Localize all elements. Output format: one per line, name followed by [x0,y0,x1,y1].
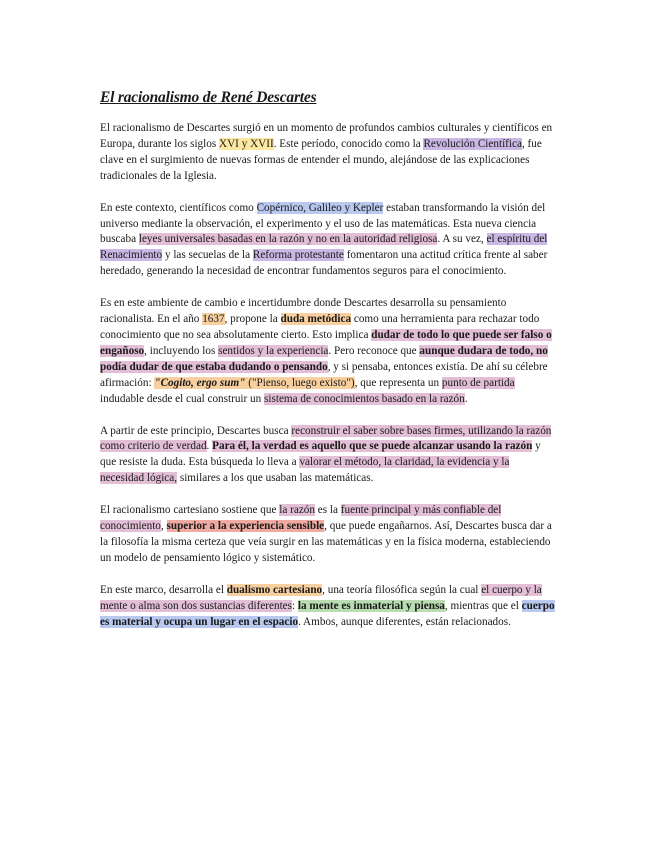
text-segment: , fue clave en el surgimiento de nuevas formas de entender el mundo, alejándose de las explicaciones tradicionales de la Iglesia. [100,137,542,182]
paragraph-1 [100,121,555,185]
highlighted-text: duda metódica [280,313,352,326]
highlighted-text: fuente principal y más confiable del conocimiento [100,504,502,533]
highlighted-text: Para él, la verdad es aquello que se puede alcanzar usando la razón [212,440,533,453]
document-title: El racionalismo de René Descartes [100,89,317,106]
text-segment: similares a los que usaban las matemáticas. [177,472,374,485]
text-segment: A partir de este principio, Descartes busca [100,424,292,437]
highlighted-text: leyes universales basadas en la razón y no en la autoridad religiosa [138,233,438,246]
highlighted-text: superior a la experiencia sensible [166,520,325,533]
highlighted-text: Copérnico, Galileo y Kepler [256,201,384,214]
paragraph-2 [100,201,555,281]
highlighted-text: sistema de conocimientos basado en la razón [264,392,465,405]
highlighted-text: el espíritu del Renacimiento [100,233,548,262]
text-segment: , mientras que el [444,599,522,612]
highlighted-text: aunque dudara de todo, no podía dudar de que estaba dudando o pensando [100,344,548,373]
text-segment: . A su vez, [437,233,487,246]
text-segment: , incluyendo los [144,344,219,357]
text-segment: fomentaron una actitud crítica frente al saber heredado, generando la necesidad de encontrar fundamentos seguros para el conocimiento. [100,249,548,278]
document-body [100,121,555,630]
text-segment: El racionalismo de Descartes surgió en un momento de profundos cambios culturales y científicos en Europa, durante los siglos [100,122,553,150]
text-segment: , que puede engañarnos. Así, Descartes busca dar a la filosofía la misma certeza que veía surgir en las matemáticas y en la física moderna, estableciendo un modelo de pensamiento lógico y sistemático. [100,520,552,564]
text-segment: . Este período, conocido como la [273,137,424,150]
highlighted-text: sentidos y la experiencia [218,344,329,357]
highlighted-text: la razón [279,504,315,517]
highlighted-text: "Cogito, ergo sum" [154,376,246,389]
paragraph-6 [100,583,555,631]
highlighted-text: Revolución Científica [423,137,522,150]
highlighted-text: el cuerpo y la mente o alma son dos sustancias diferentes [100,583,542,612]
text-segment: , una teoría filosófica según la cual [322,583,482,596]
text-segment: : [292,599,298,612]
text-segment: . [206,440,213,453]
highlighted-text: la mente es inmaterial y piensa [297,599,445,612]
text-segment: En este contexto, científicos como [100,201,257,214]
text-segment: El racionalismo cartesiano sostiene que [100,504,280,517]
text-segment: . [464,392,468,405]
text-segment: como una herramienta para rechazar todo conocimiento que no sea absolutamente cierto. Esto implica [100,313,540,341]
highlighted-text: dualismo cartesiano [226,583,323,596]
highlighted-text: reconstruir el saber sobre bases firmes, utilizando la razón como criterio de verdad [100,424,552,453]
highlighted-text: 1637 [202,313,225,326]
text-segment: y las secuelas de la [162,249,253,262]
text-segment: , y si pensaba, entonces existía. De ahí su célebre afirmación: [100,360,548,389]
highlighted-text: dudar de todo lo que puede ser falso o engañoso [100,328,552,357]
highlighted-text: ("Pienso, luego existo") [245,376,355,389]
text-segment: . Ambos, aunque diferentes, están relacionados. [298,615,511,628]
highlighted-text: valorar el método, la claridad, la evidencia y la necesidad lógica, [100,456,510,485]
text-segment: , propone la [224,313,281,326]
text-segment: y que resiste la duda. Esta búsqueda lo lleva a [100,440,541,469]
text-segment: estaban transformando la visión del universo mediante la observación, el experimento y el uso de las matemáticas. Esta nueva ciencia buscaba [100,201,546,246]
paragraph-3 [100,296,555,407]
paragraph-4 [100,424,555,488]
text-segment: Es en este ambiente de cambio e incertidumbre donde Descartes desarrolla su pensamiento racionalista. En el año [100,297,507,326]
highlighted-text: Reforma protestante [252,249,344,262]
highlighted-text: XVI y XVII [219,137,274,150]
highlighted-text: punto de partida [441,376,515,389]
text-segment: . Pero reconoce que [328,344,420,357]
text-segment: es la [314,504,341,517]
text-segment: En este marco, desarrolla el [100,583,227,596]
highlighted-text: cuerpo es material y ocupa un lugar en el espacio [100,599,555,628]
text-segment: , que representa un [354,376,442,389]
paragraph-5 [100,503,555,567]
text-segment: indudable desde el cual construir un [100,392,265,405]
text-segment: , [160,520,167,533]
